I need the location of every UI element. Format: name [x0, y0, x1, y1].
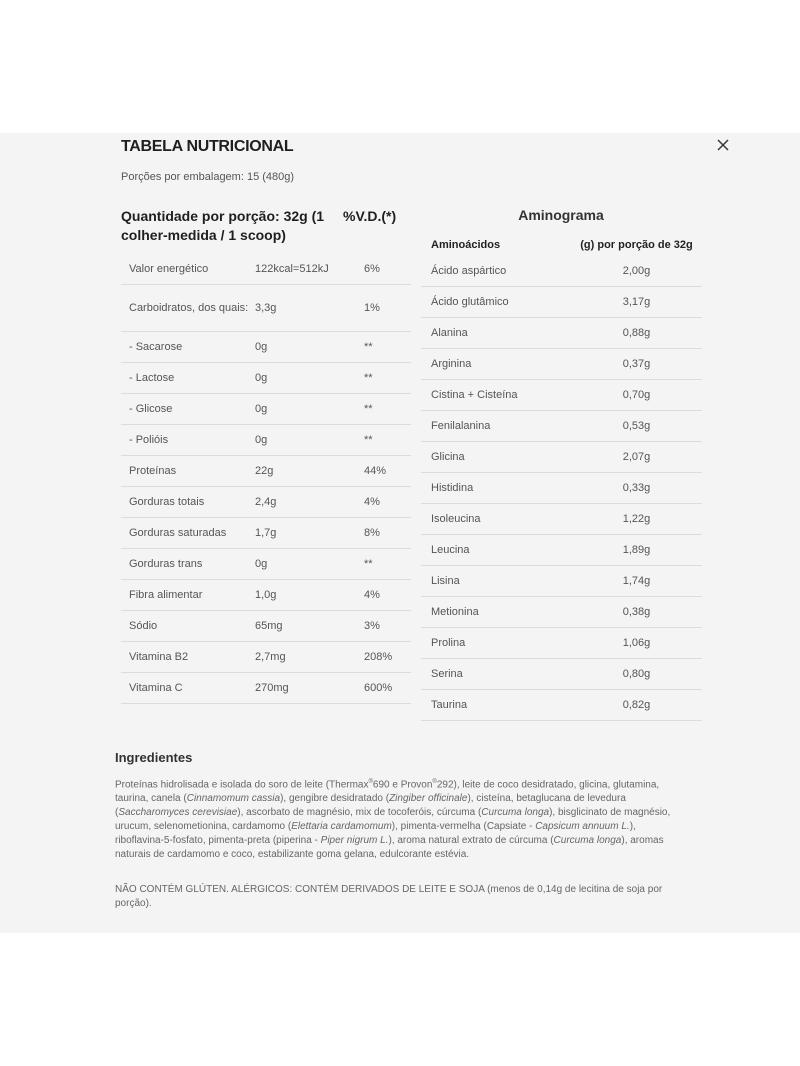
ingredient-segment: ®	[432, 779, 437, 785]
amino-value: 1,22g	[571, 504, 702, 535]
nutrient-name: Gorduras trans	[121, 549, 255, 580]
amino-value: 1,06g	[571, 628, 702, 659]
amino-name: Leucina	[421, 535, 571, 566]
aminogram-col-name: Aminoácidos	[431, 239, 501, 251]
nutrient-vd: **	[360, 332, 411, 363]
aminogram-title: Aminograma	[518, 207, 604, 223]
nutrient-name: Valor energético	[121, 254, 255, 285]
nutrient-vd: 3%	[360, 611, 411, 642]
amino-value: 2,00g	[571, 256, 702, 287]
nutrient-vd: **	[360, 425, 411, 456]
nutrient-amount: 22g	[255, 456, 360, 487]
table-row	[421, 318, 702, 349]
table-row	[421, 287, 702, 318]
amino-value: 0,70g	[571, 380, 702, 411]
table-row	[421, 349, 702, 380]
nutrient-amount: 122kcal=512kJ	[255, 254, 360, 285]
nutrient-amount: 2,7mg	[255, 642, 360, 673]
ingredient-segment: ), pimenta-vermelha (Capsiate -	[391, 821, 536, 833]
nutrient-amount: 0g	[255, 332, 360, 363]
ingredient-segment: Cinnamomum cassia	[186, 793, 281, 805]
nutrition-table	[121, 254, 411, 704]
nutrient-name: - Sacarose	[121, 332, 255, 363]
nutrient-name: Gorduras saturadas	[121, 518, 255, 549]
close-icon	[712, 134, 734, 156]
ingredient-segment: Capsicum annuum L.	[535, 821, 630, 833]
table-row	[421, 442, 702, 473]
table-row	[121, 332, 411, 363]
nutrient-vd: 44%	[360, 456, 411, 487]
amino-value: 2,07g	[571, 442, 702, 473]
ingredient-segment: Elettaria cardamomum	[291, 821, 392, 833]
nutrient-vd: 600%	[360, 673, 411, 704]
nutrient-name: - Polióis	[121, 425, 255, 456]
nutrient-name: Carboidratos, dos quais:	[121, 285, 255, 332]
table-row	[421, 535, 702, 566]
nutrient-amount: 0g	[255, 549, 360, 580]
table-row	[421, 504, 702, 535]
nutrient-vd: 1%	[360, 285, 411, 332]
nutrient-name: Gorduras totais	[121, 487, 255, 518]
aminogram-col-value: (g) por porção de 32g	[580, 239, 693, 251]
table-row	[421, 628, 702, 659]
portions-text: Porções por embalagem: 15 (480g)	[121, 171, 295, 183]
table-row	[421, 473, 702, 504]
amino-name: Alanina	[421, 318, 571, 349]
table-row	[121, 487, 411, 518]
ingredients-title: Ingredientes	[115, 750, 193, 765]
amino-value: 0,82g	[571, 690, 702, 721]
ingredient-segment: ®	[368, 779, 373, 785]
amino-name: Arginina	[421, 349, 571, 380]
nutrient-amount: 0g	[255, 394, 360, 425]
table-row	[421, 597, 702, 628]
ingredient-segment: Zingiber officinale	[389, 793, 468, 805]
table-row	[121, 549, 411, 580]
ingredient-segment: Proteínas hidrolisada e isolada do soro de leite (Thermax	[115, 779, 369, 791]
amino-value: 3,17g	[571, 287, 702, 318]
nutrient-vd: 8%	[360, 518, 411, 549]
nutrient-amount: 1,7g	[255, 518, 360, 549]
amino-name: Metionina	[421, 597, 571, 628]
amino-name: Taurina	[421, 690, 571, 721]
table-row	[121, 394, 411, 425]
quantity-header: Quantidade por porção: 32g (1 colher-medida / 1 scoop)	[121, 208, 325, 243]
amino-value: 1,74g	[571, 566, 702, 597]
table-row	[121, 363, 411, 394]
nutrient-amount: 0g	[255, 363, 360, 394]
table-row	[121, 456, 411, 487]
ingredient-segment: Curcuma longa	[481, 807, 550, 819]
nutrient-name: Proteínas	[121, 456, 255, 487]
table-row	[121, 518, 411, 549]
table-row	[121, 425, 411, 456]
amino-value: 1,89g	[571, 535, 702, 566]
amino-name: Ácido aspártico	[421, 256, 571, 287]
nutrient-name: Fibra alimentar	[121, 580, 255, 611]
nutrient-amount: 270mg	[255, 673, 360, 704]
ingredient-segment: 292), leite de coco desidratado, glicina, glutamina, taurina, canela (	[115, 779, 660, 805]
table-row	[121, 285, 411, 332]
nutrient-amount: 0g	[255, 425, 360, 456]
nutrient-vd: **	[360, 363, 411, 394]
ingredient-segment: 690 e Provon	[372, 779, 433, 791]
nutrition-header	[121, 207, 411, 245]
table-row	[421, 659, 702, 690]
nutrient-amount: 3,3g	[255, 285, 360, 332]
amino-name: Lisina	[421, 566, 571, 597]
nutrient-amount: 1,0g	[255, 580, 360, 611]
ingredient-segment: ), gengibre desidratado (	[280, 793, 390, 805]
table-row	[421, 380, 702, 411]
amino-value: 0,53g	[571, 411, 702, 442]
amino-name: Fenilalanina	[421, 411, 571, 442]
nutrient-vd: **	[360, 394, 411, 425]
aminogram-table	[421, 234, 702, 721]
ingredient-segment: Saccharomyces cerevisiae	[118, 807, 238, 819]
nutrient-vd: 4%	[360, 487, 411, 518]
table-row	[121, 642, 411, 673]
modal-title: TABELA NUTRICIONAL	[121, 138, 294, 155]
amino-name: Isoleucina	[421, 504, 571, 535]
nutrient-name: Vitamina B2	[121, 642, 255, 673]
nutrient-name: Vitamina C	[121, 673, 255, 704]
nutrient-vd: 4%	[360, 580, 411, 611]
nutrient-vd: 208%	[360, 642, 411, 673]
nutrient-name: - Lactose	[121, 363, 255, 394]
table-row	[421, 256, 702, 287]
vd-header: %V.D.(*)	[343, 208, 397, 224]
close-button[interactable]	[712, 134, 734, 156]
nutrient-amount: 65mg	[255, 611, 360, 642]
amino-value: 0,88g	[571, 318, 702, 349]
table-row	[421, 690, 702, 721]
amino-name: Histidina	[421, 473, 571, 504]
ingredient-segment: Piper nigrum L.	[320, 835, 389, 847]
ingredient-segment: ), aromas naturais de cardamomo e coco, estabilizante goma gelana, edulcorante estévia.	[115, 835, 664, 861]
amino-value: 0,38g	[571, 597, 702, 628]
nutrient-vd: 6%	[360, 254, 411, 285]
amino-name: Glicina	[421, 442, 571, 473]
nutrient-name: - Glicose	[121, 394, 255, 425]
table-row	[121, 673, 411, 704]
table-row	[121, 611, 411, 642]
table-row	[121, 254, 411, 285]
table-row	[421, 566, 702, 597]
amino-value: 0,80g	[571, 659, 702, 690]
ingredient-segment: ), ascorbato de magnésio, mix de tocoferóis, cúrcuma (	[237, 807, 482, 819]
nutrient-amount: 2,4g	[255, 487, 360, 518]
allergen-text: NÃO CONTÉM GLÚTEN. ALÉRGICOS: CONTÉM DERIVADOS DE LEITE E SOJA (menos de 0,14g de lecitina de soja por porção).	[115, 884, 663, 909]
ingredient-segment: ), bisglicinato de magnésio, urucum, selenometionina, cardamomo (	[115, 807, 671, 833]
nutrient-vd: **	[360, 549, 411, 580]
ingredient-segment: ), aroma natural extrato de cúrcuma (	[388, 835, 554, 847]
amino-value: 0,37g	[571, 349, 702, 380]
amino-name: Serina	[421, 659, 571, 690]
amino-name: Prolina	[421, 628, 571, 659]
amino-name: Ácido glutâmico	[421, 287, 571, 318]
ingredient-segment: Curcuma longa	[553, 835, 622, 847]
table-row	[421, 411, 702, 442]
ingredient-segment: ), cisteína, betaglucana de levedura (	[115, 793, 626, 819]
amino-value: 0,33g	[571, 473, 702, 504]
ingredient-segment: ), riboflavina-5-fosfato, pimenta-preta (piperina -	[115, 821, 636, 847]
table-row	[121, 580, 411, 611]
ingredients-text	[115, 775, 675, 862]
nutrient-name: Sódio	[121, 611, 255, 642]
amino-name: Cistina + Cisteína	[421, 380, 571, 411]
